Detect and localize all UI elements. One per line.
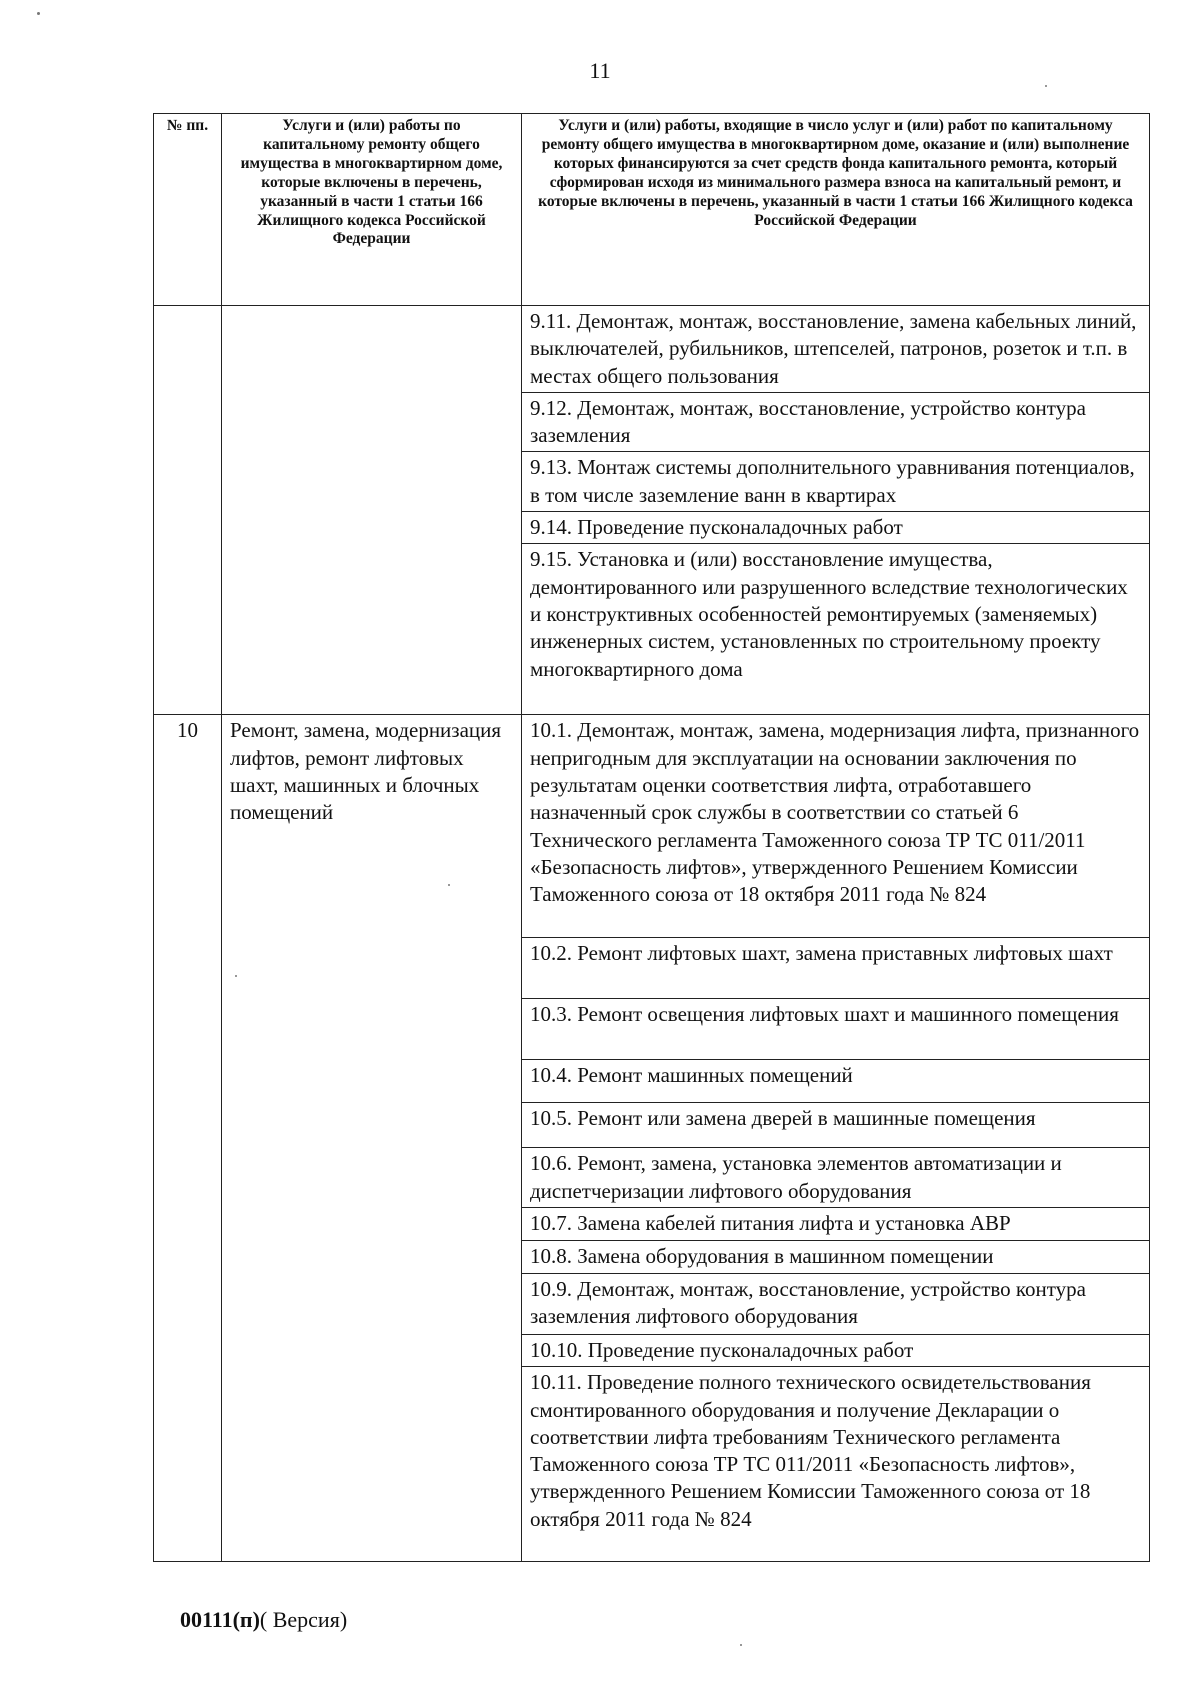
subitem-9-15: 9.15. Установка и (или) восстановление имущества, демонтированного или разрушенного вследствие технологических и конструктивных особенностей ремонтируемых (заменяемых) инженерных систем, установленных по строительному проекту многоквартирного дома (522, 544, 1150, 715)
subitem-10-10: 10.10. Проведение пусконаладочных работ (522, 1334, 1150, 1366)
subitem-10-5: 10.5. Ремонт или замена дверей в машинные помещения (522, 1103, 1150, 1148)
subitem-10-4: 10.4. Ремонт машинных помещений (522, 1060, 1150, 1103)
table-header-row (154, 114, 1150, 306)
scan-speck (1045, 85, 1047, 87)
subitem-10-3: 10.3. Ремонт освещения лифтовых шахт и машинного помещения (522, 999, 1150, 1060)
subitem-10-8: 10.8. Замена оборудования в машинном помещении (522, 1240, 1150, 1273)
row10-number: 10 (154, 715, 222, 1562)
header-services: Услуги и (или) работы по капитальному ремонту общего имущества в многоквартирном доме, которые включены в перечень, указанный в части 1 статьи 166 Жилищного кодекса Российской Федерации (222, 114, 522, 306)
subitem-10-9: 10.9. Демонтаж, монтаж, восстановление, устройство контура заземления лифтового оборудования (522, 1273, 1150, 1334)
row9-number-cell (154, 306, 222, 715)
document-footer (180, 1607, 347, 1633)
scan-speck (448, 884, 450, 886)
services-table (153, 113, 1150, 1562)
subitem-10-11: 10.11. Проведение полного технического освидетельствования смонтированного оборудования и получение Декларации о соответствии лифта требованиям Технического регламента Таможенного союза ТР ТС 011/2011 «Безопасность лифтов», утвержденного Решением Комиссии Таможенного союза от 18 октября 2011 года № 824 (522, 1367, 1150, 1562)
document-version: ( Версия) (259, 1607, 348, 1632)
document-code: 00111(п) (180, 1607, 260, 1632)
subitem-9-14: 9.14. Проведение пусконаладочных работ (522, 512, 1150, 544)
row10-name: Ремонт, замена, модернизация лифтов, ремонт лифтовых шахт, машинных и блочных помещений (222, 715, 522, 1562)
table-row (154, 715, 1150, 938)
subitem-10-6: 10.6. Ремонт, замена, установка элементов автоматизации и диспетчеризации лифтового оборудования (522, 1148, 1150, 1208)
table-row (154, 306, 1150, 393)
scan-speck (235, 975, 237, 977)
scan-speck (740, 1644, 742, 1646)
header-number: № пп. (154, 114, 222, 306)
page-number: 11 (589, 58, 611, 83)
header-financed-services: Услуги и (или) работы, входящие в число услуг и (или) работ по капитальному ремонту общего имущества в многоквартирном доме, оказание и (или) выполнение которых финансируются за счет средств фонда капитального ремонта, который сформирован исходя из минимального размера взноса на капитальный ремонт, и которые включены в перечень, указанный в части 1 статьи 166 Жилищного кодекса Российской Федерации (522, 114, 1150, 306)
subitem-9-11: 9.11. Демонтаж, монтаж, восстановление, замена кабельных линий, выключателей, рубильников, штепселей, патронов, розеток и т.п. в местах общего пользования (522, 306, 1150, 393)
scan-speck (37, 12, 40, 15)
subitem-10-2: 10.2. Ремонт лифтовых шахт, замена приставных лифтовых шахт (522, 938, 1150, 999)
subitem-9-13: 9.13. Монтаж системы дополнительного уравнивания потенциалов, в том числе заземление ванн в квартирах (522, 452, 1150, 512)
subitem-10-7: 10.7. Замена кабелей питания лифта и установка АВР (522, 1207, 1150, 1240)
subitem-10-1: 10.1. Демонтаж, монтаж, замена, модернизация лифта, признанного непригодным для эксплуатации на основании заключения по результатам оценки соответствия лифта, отработавшего назначенный срок службы в соответствии со статьей 6 Технического регламента Таможенного союза ТР ТС 011/2011 «Безопасность лифтов», утвержденного Решением Комиссии Таможенного союза от 18 октября 2011 года № 824 (522, 715, 1150, 938)
row9-name-cell (222, 306, 522, 715)
subitem-9-12: 9.12. Демонтаж, монтаж, восстановление, устройство контура заземления (522, 392, 1150, 452)
